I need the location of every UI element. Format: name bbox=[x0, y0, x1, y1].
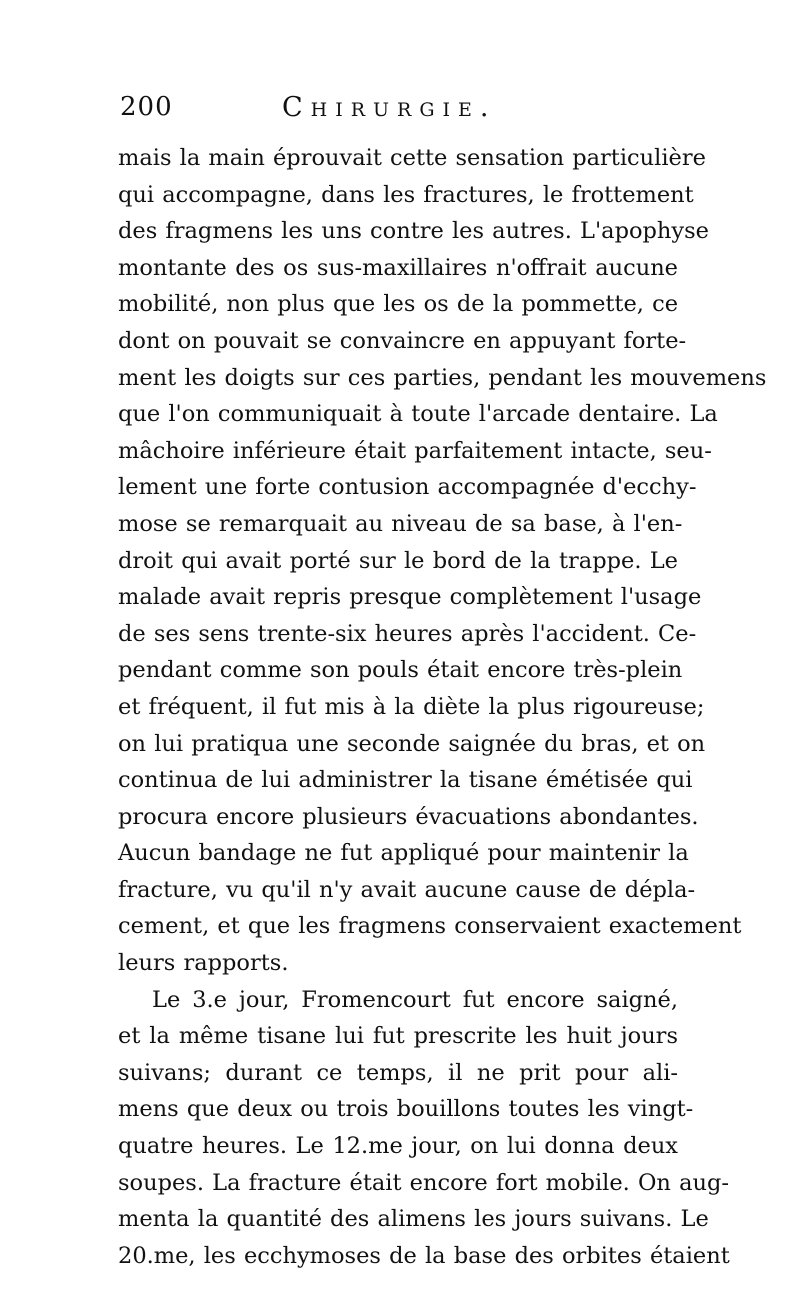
text-line: continua de lui administrer la tisane émétisée qui bbox=[118, 767, 693, 794]
text-line: pendant comme son pouls était encore très-plein bbox=[118, 657, 683, 684]
text-line: de ses sens trente-six heures après l'accident. Ce- bbox=[118, 620, 697, 647]
text-line: soupes. La fracture était encore fort mobile. On aug- bbox=[118, 1169, 729, 1196]
text-line: droit qui avait porté sur le bord de la trappe. Le bbox=[118, 547, 678, 574]
text-line: mâchoire inférieure était parfaitement intacte, seu- bbox=[118, 437, 712, 464]
text-line: lement une forte contusion accompagnée d'ecchy- bbox=[118, 474, 697, 501]
text-line: des fragmens les uns contre les autres. L'apophyse bbox=[118, 218, 709, 245]
text-line: 20.me, les ecchymoses de la base des orbites étaient bbox=[118, 1242, 730, 1269]
running-head bbox=[120, 92, 680, 132]
text-line: dont on pouvait se convaincre en appuyant forte- bbox=[118, 327, 687, 354]
text-line: menta la quantité des alimens les jours suivans. Le bbox=[118, 1206, 709, 1233]
text-line: mobilité, non plus que les os de la pommette, ce bbox=[118, 291, 679, 318]
page-number: 200 bbox=[120, 92, 173, 122]
text-line: et fréquent, il fut mis à la diète la plus rigoureuse; bbox=[118, 693, 705, 720]
body-text bbox=[118, 140, 767, 1274]
text-line: mose se remarquait au niveau de sa base, à l'en- bbox=[118, 510, 683, 537]
text-line: cement, et que les fragmens conservaient exactement bbox=[118, 913, 742, 940]
text-line: mais la main éprouvait cette sensation particulière bbox=[118, 145, 706, 171]
text-line: ment les doigts sur ces parties, pendant les mouvemens bbox=[118, 364, 767, 391]
text-line: montante des os sus-maxillaires n'offrait aucune bbox=[118, 254, 678, 281]
text-line: quatre heures. Le 12.me jour, on lui donna deux bbox=[118, 1133, 678, 1160]
text-line: procura encore plusieurs évacuations abondantes. bbox=[118, 803, 699, 830]
text-line: et la même tisane lui fut prescrite les huit jours bbox=[118, 1023, 678, 1050]
text-line: Le 3.e jour, Fromencourt fut encore saigné, bbox=[152, 986, 678, 1013]
text-line: qui accompagne, dans les fractures, le frottement bbox=[118, 181, 694, 208]
text-line: Aucun bandage ne fut appliqué pour maintenir la bbox=[118, 840, 689, 867]
text-line: leurs rapports. bbox=[118, 950, 289, 977]
text-line: on lui pratiqua une seconde saignée du bras, et on bbox=[118, 730, 706, 757]
text-line: suivans; durant ce temps, il ne prit pour ali- bbox=[118, 1059, 678, 1086]
text-line: malade avait repris presque complètement l'usage bbox=[118, 584, 702, 611]
text-line: mens que deux ou trois bouillons toutes les vingt- bbox=[118, 1096, 694, 1123]
text-line: fracture, vu qu'il n'y avait aucune cause de dépla- bbox=[118, 876, 696, 903]
text-line: que l'on communiquait à toute l'arcade dentaire. La bbox=[118, 401, 718, 428]
page-header-title: Chirurgie. bbox=[282, 92, 497, 123]
